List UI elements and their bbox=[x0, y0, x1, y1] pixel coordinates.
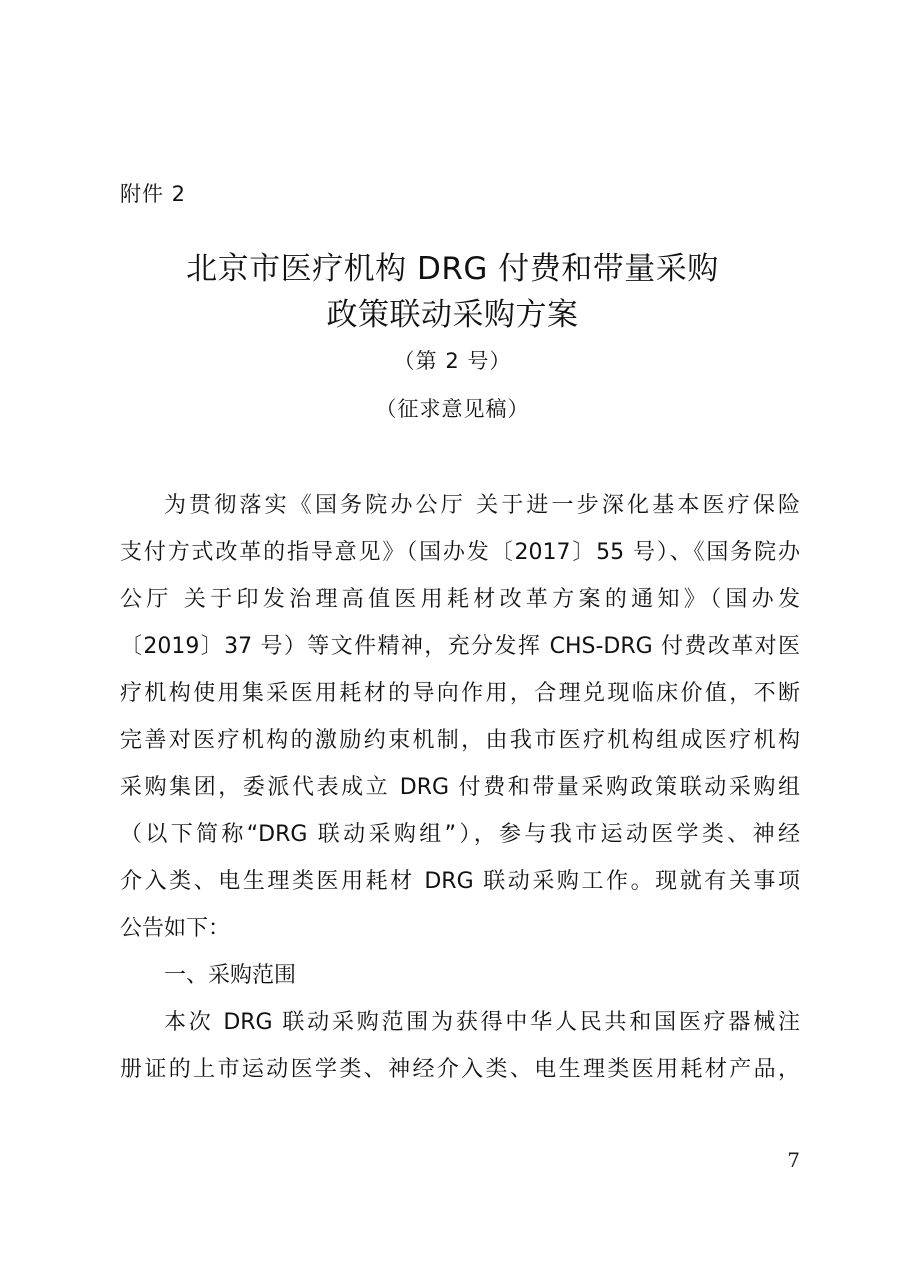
section-heading: 一、采购范围 bbox=[164, 963, 297, 988]
body-line: 支付方式改革的指导意见》（国办发〔2017〕55 号）、《国务院办 bbox=[120, 540, 800, 565]
body-line: 公告如下： bbox=[120, 916, 231, 941]
body-line: 册证的上市运动医学类、神经介入类、电生理类医用耗材产品， bbox=[120, 1057, 800, 1082]
body-line: 本次 DRG 联动采购范围为获得中华人民共和国医疗器械注 bbox=[164, 1010, 800, 1035]
body-line: 为贯彻落实《国务院办公厅 关于进一步深化基本医疗保险 bbox=[164, 493, 800, 518]
document-title-line-2: 政策联动采购方案 bbox=[326, 297, 579, 333]
document-draft-status: （征求意见稿） bbox=[375, 397, 530, 421]
body-line: 完善对医疗机构的激励约束机制，由我市医疗机构组成医疗机构 bbox=[120, 728, 800, 753]
document-title-line-1: 北京市医疗机构 DRG 付费和带量采购 bbox=[186, 251, 719, 287]
document-issue-number: （第 2 号） bbox=[393, 349, 512, 373]
body-line: （以下简称“DRG 联动采购组”），参与我市运动医学类、神经 bbox=[120, 822, 800, 847]
body-line: 采购集团，委派代表成立 DRG 付费和带量采购政策联动采购组 bbox=[120, 775, 800, 800]
body-line: 介入类、电生理类医用耗材 DRG 联动采购工作。现就有关事项 bbox=[120, 869, 800, 894]
attachment-label: 附件 2 bbox=[120, 182, 187, 206]
body-line: 公厅 关于印发治理高值医用耗材改革方案的通知》（国办发 bbox=[120, 587, 800, 612]
page-number: 7 bbox=[787, 1148, 800, 1172]
body-line: 疗机构使用集采医用耗材的导向作用，合理兑现临床价值，不断 bbox=[120, 681, 800, 706]
document-body bbox=[120, 482, 800, 1093]
body-line: 〔2019〕37 号）等文件精神，充分发挥 CHS-DRG 付费改革对医 bbox=[120, 634, 800, 659]
